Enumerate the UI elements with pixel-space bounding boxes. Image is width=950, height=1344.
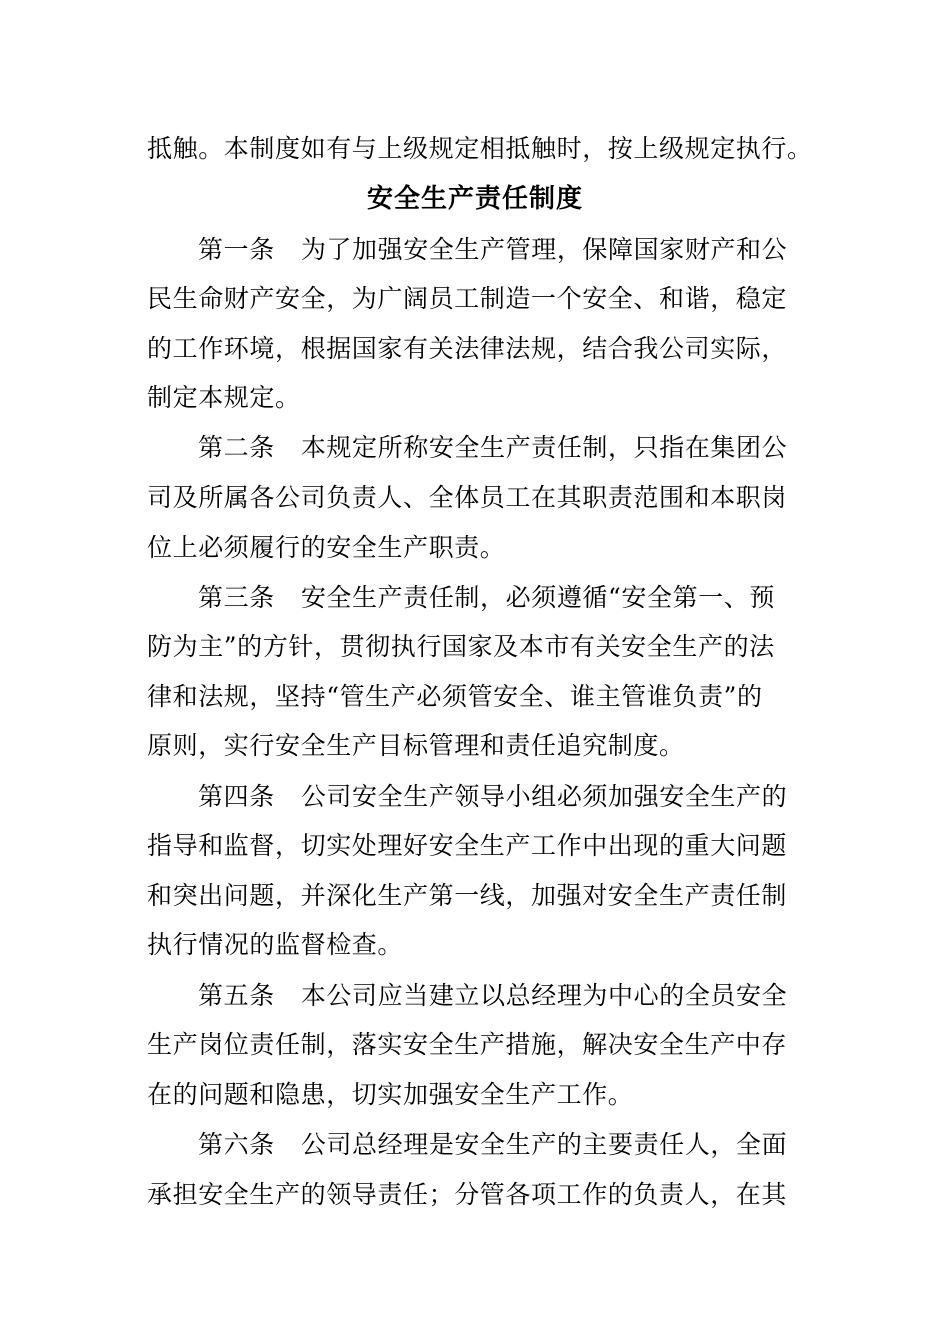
article-6-line-1: 公司总经理是安全生产的主要责任人，全面	[300, 1130, 788, 1159]
article-3-line-4: 原则，实行安全生产目标管理和责任追究制度。	[147, 731, 685, 760]
article-5-line-2: 生产岗位责任制，落实安全生产措施，解决安全生产中存	[147, 1030, 788, 1059]
article-5-line-1: 本公司应当建立以总经理为中心的全员安全	[300, 981, 788, 1010]
article-1-label: 第一条	[198, 235, 275, 264]
article-4-line-2: 指导和监督，切实处理好安全生产工作中出现的重大问题	[147, 831, 788, 860]
article-2-label: 第二条	[198, 433, 275, 462]
article-4-label: 第四条	[198, 782, 275, 811]
article-1-line-3: 的工作环境，根据国家有关法律法规，结合我公司实际，	[147, 334, 788, 363]
article-4-first-line	[198, 782, 787, 812]
article-2-line-2: 司及所属各公司负责人、全体员工在其职责范围和本职岗	[147, 483, 788, 512]
article-3-line-3: 律和法规，坚持“管生产必须管安全、谁主管谁负责”的	[147, 682, 763, 711]
article-6-first-line	[198, 1130, 787, 1160]
article-3-line-1: 安全生产责任制，必须遵循“安全第一、预	[300, 583, 775, 612]
article-4-line-4: 执行情况的监督检查。	[147, 930, 404, 959]
article-2-first-line	[198, 433, 787, 463]
article-2-line-1: 本规定所称安全生产责任制，只指在集团公	[300, 433, 788, 462]
article-3-first-line	[198, 583, 775, 613]
article-4-line-1: 公司安全生产领导小组必须加强安全生产的	[300, 782, 788, 811]
article-2-line-3: 位上必须履行的安全生产职责。	[147, 533, 506, 562]
article-5-line-3: 在的问题和隐患，切实加强安全生产工作。	[147, 1080, 634, 1109]
article-1-line-4: 制定本规定。	[147, 383, 301, 412]
article-1-line-1: 为了加强安全生产管理，保障国家财产和公	[300, 235, 788, 264]
article-6-line-2: 承担安全生产的领导责任；分管各项工作的负责人，在其	[147, 1180, 788, 1209]
article-5-first-line	[198, 981, 787, 1011]
article-1-first-line	[198, 235, 787, 265]
document-title: 安全生产责任制度	[366, 184, 583, 214]
article-5-label: 第五条	[198, 981, 275, 1010]
article-3-line-2: 防为主”的方针，贯彻执行国家及本市有关安全生产的法	[147, 632, 775, 661]
article-6-label: 第六条	[198, 1130, 275, 1159]
article-1-line-2: 民生命财产安全，为广阔员工制造一个安全、和谐，稳定	[147, 284, 788, 313]
article-3-label: 第三条	[198, 583, 275, 612]
carryover-line: 抵触。本制度如有与上级规定相抵触时，按上级规定执行。	[147, 134, 813, 163]
article-4-line-3: 和突出问题，并深化生产第一线，加强对安全生产责任制	[147, 881, 788, 910]
